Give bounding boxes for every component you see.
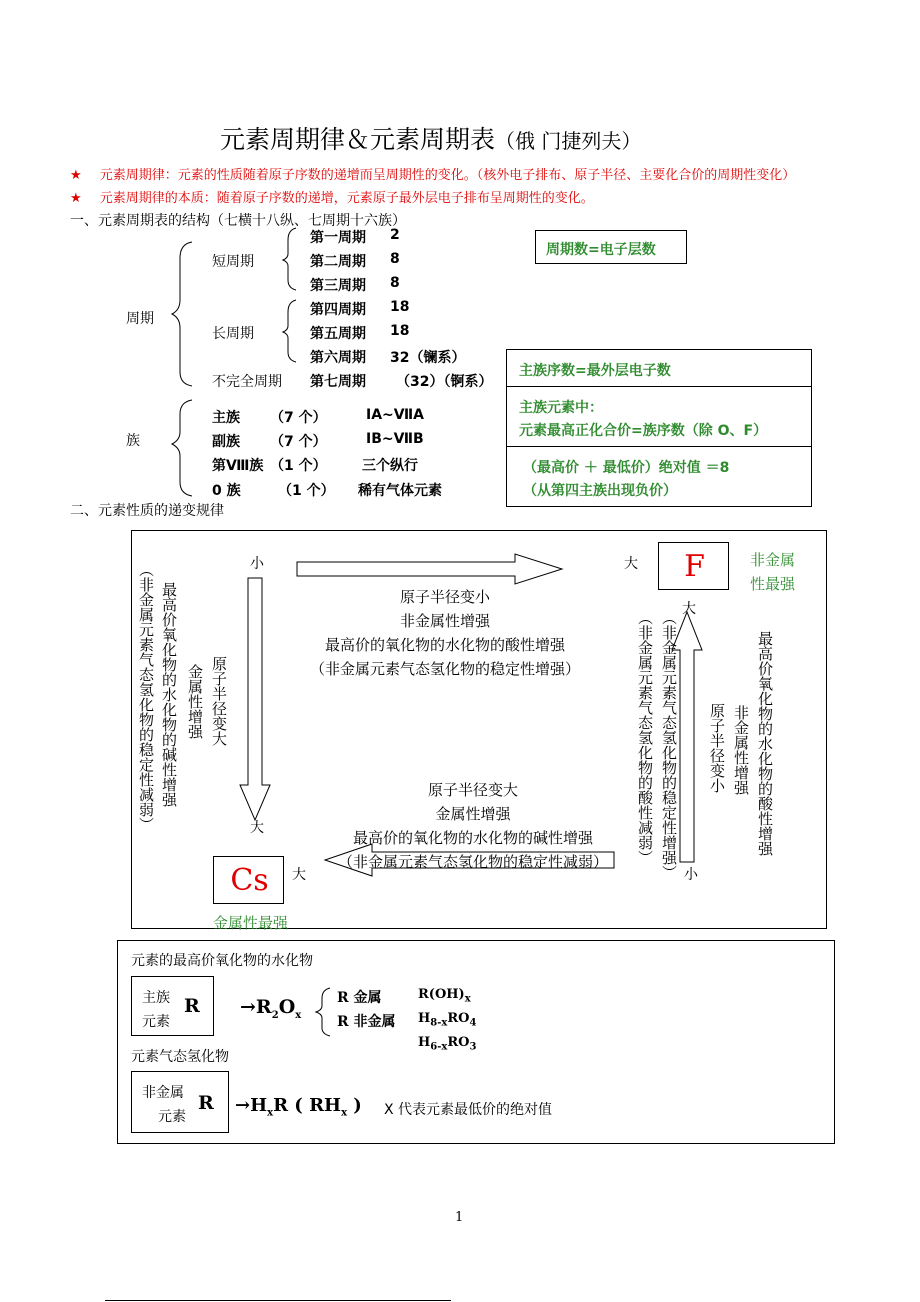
group-range: ⅠB~ⅦB	[366, 431, 424, 447]
oxide-R: R	[255, 996, 272, 1018]
label-large-top: 大	[624, 556, 638, 572]
period-name: 第二周期	[310, 254, 366, 270]
label-small-right: 小	[684, 867, 698, 883]
fluorine-box	[658, 542, 729, 590]
group-range: 三个纵行	[362, 458, 418, 474]
main-group-line: 主族元素中：	[519, 400, 603, 416]
period-count: 8	[390, 251, 400, 267]
left-col-stability: （非金属元素气态氢化物的稳定性减弱）	[137, 562, 155, 832]
bullet-2-text: 元素周期律的本质：随着原子序数的递增，元素原子最外层电子排布呈周期性的变化。	[99, 191, 594, 206]
period-count: （32）（锕系）	[396, 374, 493, 390]
formula-hydroxide	[418, 987, 471, 1005]
long-period-label: 长周期	[212, 326, 254, 342]
main-group-line: 元素最高正化合价=族序数（除 O、F）	[519, 423, 768, 439]
group-count: （1 个）	[278, 483, 335, 499]
main-group-line: 主族序数=最外层电子数	[519, 363, 671, 379]
periods-label: 周期	[126, 311, 154, 327]
R-symbol: R	[198, 1092, 214, 1114]
hydride-note: X 代表元素最低价的绝对值	[384, 1102, 553, 1118]
formula-text: H	[418, 1011, 431, 1026]
formula-text: H	[418, 1035, 431, 1050]
formula-acid-4	[418, 1011, 476, 1029]
top-line: 非金属性增强	[399, 612, 490, 630]
label-large-bottom: 大	[292, 867, 306, 883]
period-name: 第一周期	[310, 230, 366, 246]
bullet-1-text: 元素周期律：元素的性质随着原子序数的递增而呈周期性的变化。（核外电子排布、原子半径、主要化合价的周期性变化）	[99, 168, 796, 183]
formula-text: H	[250, 1095, 268, 1116]
section-2-heading: 二、元素性质的递变规律	[70, 503, 224, 519]
arrow-down-icon	[240, 578, 270, 820]
nonmetal-text: 非金属	[142, 1085, 184, 1101]
star-icon: ★	[70, 168, 82, 183]
formula-sub: 6-x	[430, 1041, 448, 1053]
group-count: （7 个）	[270, 410, 327, 426]
right-col-acid: 最高价氧化物的水化物的酸性增强	[756, 631, 774, 856]
top-line: （非金属元素气态氢化物的稳定性增强）	[309, 660, 580, 678]
footer-rule	[105, 1300, 451, 1301]
arrow-right-icon	[297, 554, 562, 584]
group-count: （1 个）	[270, 458, 327, 474]
page-number: 1	[455, 1210, 464, 1225]
group-count: （7 个）	[270, 434, 327, 450]
formula-acid-3	[418, 1035, 476, 1053]
label-small-top: 小	[250, 556, 264, 572]
group-name: 第Ⅷ族	[212, 458, 264, 474]
period-count: 8	[390, 275, 400, 291]
right-col-nonmetal: 非金属性增强	[732, 705, 750, 795]
top-line: 最高价的氧化物的水化物的酸性增强	[324, 636, 565, 654]
bottom-line: （非金属元素气态氢化物的稳定性减弱）	[337, 853, 608, 871]
nonmetal-R-box	[131, 1071, 229, 1133]
oxide-formula	[240, 996, 301, 1021]
star-icon: ★	[70, 191, 82, 206]
main-group-text: 元素	[142, 1014, 170, 1030]
group-range: 稀有气体元素	[358, 483, 442, 499]
metal-strongest: 金属性最强	[213, 914, 289, 932]
nonmetal-strongest-1: 非金属	[750, 551, 796, 569]
groups-label: 族	[126, 433, 140, 449]
group-name: 0 族	[212, 483, 241, 499]
period-name: 第三周期	[310, 278, 366, 294]
bottom-line: 金属性增强	[435, 805, 511, 823]
incomplete-period-label: 不完全周期	[212, 374, 282, 390]
formula-sub: 8-x	[430, 1017, 448, 1029]
main-group-text: 主族	[142, 990, 170, 1006]
formula-sub: 3	[469, 1041, 477, 1053]
period-name: 第四周期	[310, 302, 366, 318]
oxide-sub-x: x	[295, 1009, 302, 1021]
cesium-box	[213, 856, 284, 904]
group-name: 主族	[212, 410, 240, 426]
right-col-stability: （非金属元素气态氢化物的稳定性增强）	[660, 610, 678, 880]
bottom-line: 最高价的氧化物的水化物的碱性增强	[352, 829, 593, 847]
label-large-left: 大	[250, 820, 264, 836]
period-name: 第六周期	[310, 350, 366, 366]
formula-sub: x	[267, 1107, 274, 1119]
period-count: 32（镧系）	[390, 350, 466, 366]
left-col-radius: 原子半径变大	[210, 656, 228, 746]
group-range: ⅠA~ⅦA	[366, 407, 425, 423]
left-col-metal: 金属性增强	[186, 664, 204, 739]
formula-sub: 4	[469, 1017, 477, 1029]
short-period-label: 短周期	[212, 254, 254, 270]
period-count: 2	[390, 227, 400, 243]
hydride-formula	[235, 1095, 362, 1119]
left-col-base: 最高价氧化物的水化物的碱性增强	[160, 582, 178, 807]
formula-text: )	[347, 1095, 362, 1116]
nonmetal-strongest-2: 性最强	[750, 575, 796, 593]
period-shell-text: 周期数=电子层数	[546, 242, 656, 258]
right-col-radius: 原子半径变小	[708, 703, 726, 793]
period-count: 18	[390, 299, 410, 315]
period-name: 第五周期	[310, 326, 366, 342]
nonmetal-label: R 非金属	[337, 1014, 396, 1030]
formula-sub: x	[341, 1107, 348, 1119]
formula-text: R(OH)	[418, 987, 465, 1002]
right-col-acidity: （非金属元素气态氢化物的酸性减弱）	[636, 610, 654, 865]
arrow-right-icon: →	[240, 996, 256, 1018]
hydride-heading: 元素气态氢化物	[131, 1049, 229, 1065]
main-group-line: （从第四主族出现负价）	[523, 483, 677, 499]
fluorine-symbol: F	[684, 549, 705, 584]
formula-text: RO	[447, 1035, 470, 1050]
arrow-right-icon: →	[235, 1095, 251, 1116]
period-name: 第七周期	[310, 374, 366, 390]
formula-sub: x	[464, 993, 471, 1005]
oxide-sub-2: 2	[271, 1009, 279, 1021]
title-main: 元素周期律＆元素周期表	[220, 125, 496, 154]
bottom-line: 原子半径变大	[427, 781, 518, 799]
section-1-heading: 一、元素周期表的结构（七横十八纵、七周期十六族）	[70, 213, 406, 229]
formula-text: R ( RH	[273, 1095, 342, 1116]
hydrate-heading: 元素的最高价氧化物的水化物	[131, 953, 313, 969]
top-line: 原子半径变小	[399, 588, 490, 606]
title-suffix: （俄 门捷列夫）	[495, 129, 642, 153]
R-symbol: R	[184, 995, 200, 1017]
oxide-O: O	[278, 996, 296, 1018]
period-count: 18	[390, 323, 410, 339]
nonmetal-text: 元素	[158, 1109, 186, 1125]
main-group-line: （最高价 ＋ 最低价）绝对值 ＝8	[523, 460, 730, 476]
main-group-R-box	[131, 976, 214, 1036]
formula-text: RO	[447, 1011, 470, 1026]
group-name: 副族	[212, 434, 240, 450]
metal-label: R 金属	[337, 990, 382, 1006]
cesium-symbol: Cs	[230, 863, 269, 898]
label-large-right-top: 大	[682, 601, 696, 617]
